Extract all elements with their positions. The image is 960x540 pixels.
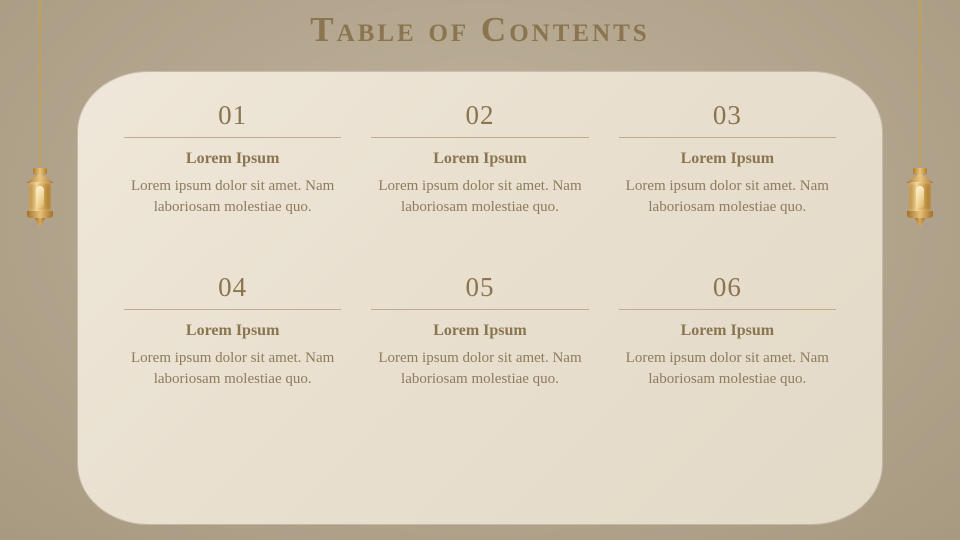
toc-entry[interactable]: [359, 272, 600, 444]
divider: [619, 309, 836, 310]
divider: [124, 309, 341, 310]
lantern-foot-icon: [35, 218, 45, 227]
divider: [124, 137, 341, 138]
lantern-base-icon: [27, 211, 53, 218]
toc-entry-number: 01: [218, 100, 248, 130]
toc-entry[interactable]: [607, 100, 848, 272]
toc-entry-body: Lorem ipsum dolor sit amet. Nam laboriosam molestiae quo.: [378, 350, 582, 388]
toc-entry-number: 03: [712, 100, 742, 130]
lantern-base-icon: [907, 211, 933, 218]
toc-entry-heading: Lorem Ipsum: [433, 150, 527, 167]
toc-entry-body: Lorem ipsum dolor sit amet. Nam laboriosam molestiae quo.: [625, 350, 829, 388]
toc-entry-body: Lorem ipsum dolor sit amet. Nam laboriosam molestiae quo.: [131, 350, 335, 388]
toc-entry[interactable]: [359, 100, 600, 272]
toc-entry-body: Lorem ipsum dolor sit amet. Nam laboriosam molestiae quo.: [378, 178, 582, 216]
toc-entry-heading: Lorem Ipsum: [433, 322, 527, 339]
page-title: Table of Contents: [310, 10, 650, 49]
divider: [619, 137, 836, 138]
toc-entry-body: Lorem ipsum dolor sit amet. Nam laboriosam molestiae quo.: [625, 178, 829, 216]
divider: [371, 309, 588, 310]
lantern-foot-icon: [915, 218, 925, 227]
toc-entry-number: 02: [465, 100, 495, 130]
toc-entry-number: 04: [218, 272, 248, 302]
toc-entry[interactable]: [112, 100, 353, 272]
toc-entry-heading: Lorem Ipsum: [185, 322, 280, 339]
toc-entry[interactable]: [607, 272, 848, 444]
toc-entry[interactable]: [112, 272, 353, 444]
toc-entry-heading: Lorem Ipsum: [185, 150, 280, 167]
lantern-glass-icon: [29, 182, 51, 212]
toc-entry-number: 05: [465, 272, 495, 302]
lantern-glass-icon: [909, 182, 931, 212]
contents-grid: [112, 100, 848, 444]
toc-entry-heading: Lorem Ipsum: [680, 150, 775, 167]
lantern-body-icon: [24, 168, 56, 230]
toc-entry-number: 06: [712, 272, 742, 302]
toc-entry-heading: Lorem Ipsum: [680, 322, 775, 339]
lantern-body-icon: [904, 168, 936, 230]
divider: [371, 137, 588, 138]
toc-entry-body: Lorem ipsum dolor sit amet. Nam laboriosam molestiae quo.: [131, 178, 335, 216]
